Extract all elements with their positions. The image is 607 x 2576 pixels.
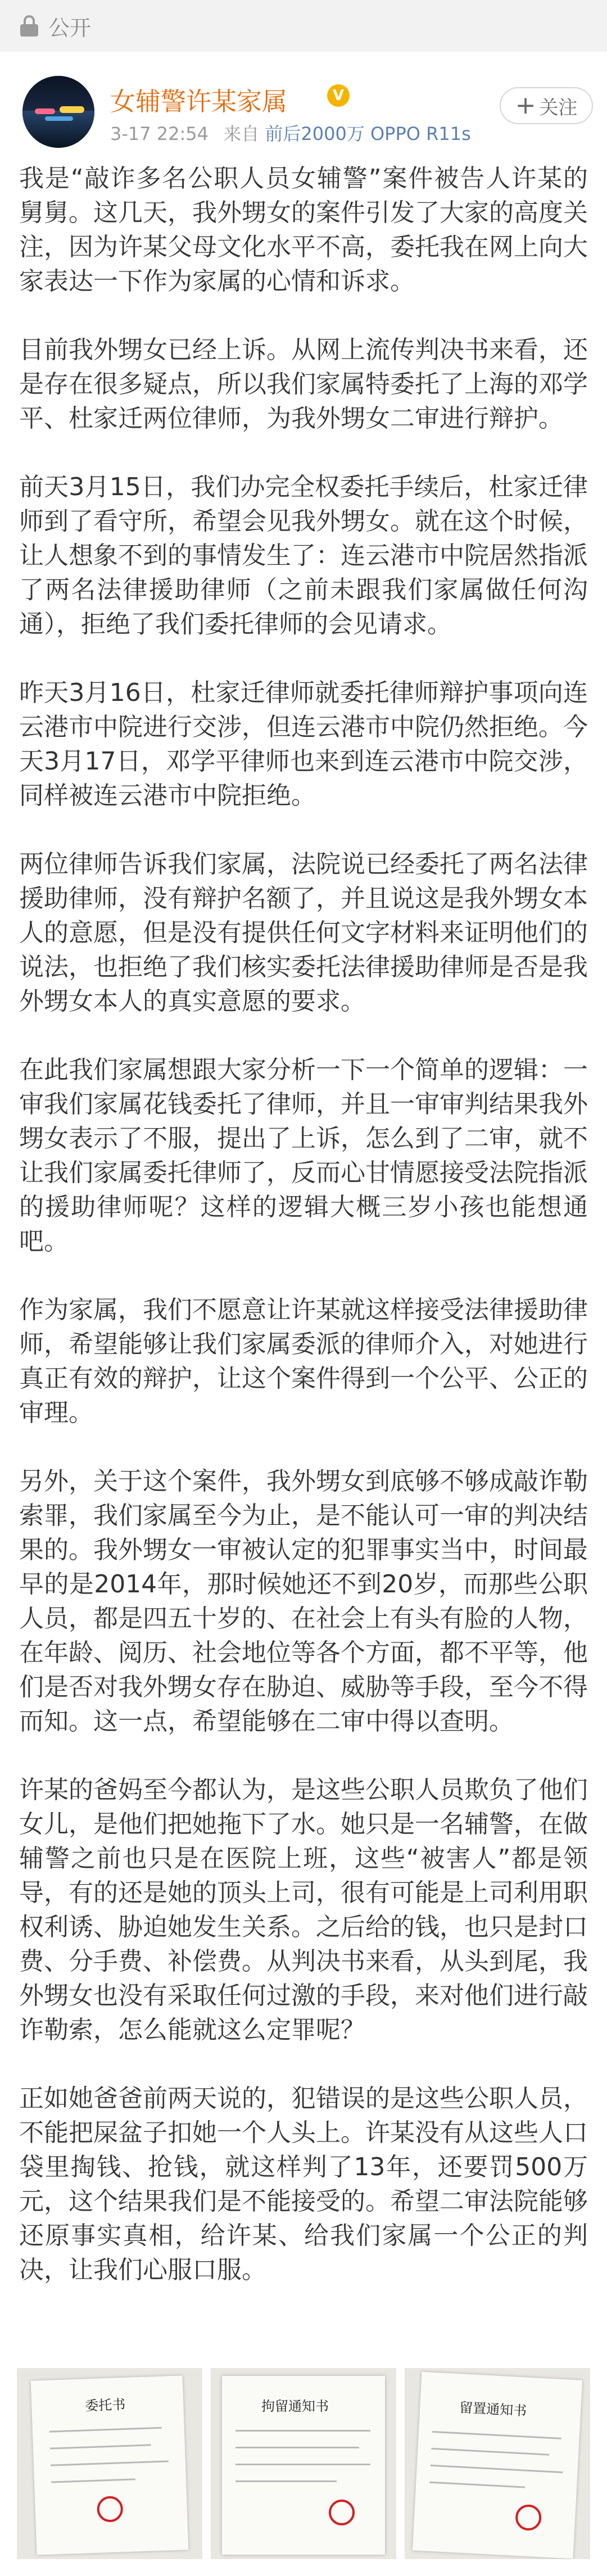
plus-icon: + xyxy=(515,91,536,120)
image-document-2[interactable] xyxy=(211,2368,396,2559)
verified-badge-icon: V xyxy=(327,84,350,107)
lock-icon xyxy=(20,15,38,37)
post-paragraph: 作为家属，我们不愿意让许某就这样接受法律援助律师，希望能够让我们家属委派的律师介入，对她进行真正有效的辩护，让这个案件得到一个公平、公正的审理。 xyxy=(19,1296,588,1427)
visibility-bar xyxy=(0,0,607,52)
post-paragraph: 许某的爸妈至今都认为，是这些公职人员欺负了他们女儿，是他们把她拖下了水。她只是一名辅警，在做辅警之前也只是在医院上班，这些“被害人”都是领导，有的还是她的顶头上司，很有可能是上司利用职权利诱、胁迫她发生关系。之后给的钱，也只是封口费、分手费、补偿费。从判决书来看，从头到尾，我外甥女也没有采取任何过激的手段，来对他们进行敲诈勒索，怎么能就这么定罪呢？ xyxy=(19,1776,588,2044)
post-paragraph: 前天3月15日，我们办完全权委托手续后，杜家迁律师到了看守所，希望会见我外甥女。就在这个时候，让人想象不到的事情发生了：连云港市中院居然指派了两名法律援助律师（之前未跟我们家属做任何沟通），拒绝了我们委托律师的会见请求。 xyxy=(19,473,588,639)
visibility-label: 公开 xyxy=(48,15,92,40)
image-document-1[interactable] xyxy=(17,2368,202,2559)
post-paragraph: 另外，关于这个案件，我外甥女到底够不够成敲诈勒索罪，我们家属至今为止，是不能认可一审的判决结果的。我外甥女一审被认定的犯罪事实当中，时间最早的是2014年，那时候她还不到20岁，而那些公职人员，都是四五十岁的、在社会上有头有脸的人物，在年龄、阅历、社会地位等各个方面，都不平等，他们是否对我外甥女存在胁迫、威胁等手段，至今不得而知。这一点，希望能够在二审中得以查明。 xyxy=(19,1467,588,1736)
post-meta xyxy=(110,120,471,146)
image-document-3[interactable] xyxy=(405,2368,590,2559)
author-name[interactable]: 女辅警许某家属 xyxy=(110,87,288,116)
post-paragraph: 目前我外甥女已经上诉。从网上流传判决书来看，还是存在很多疑点，所以我们家属特委托了上海的邓学平、杜家迁两位律师，为我外甥女二审进行辩护。 xyxy=(19,336,588,433)
document-title: 委托书 xyxy=(84,2396,126,2414)
follow-label: 关注 xyxy=(539,96,578,119)
document-title: 拘留通知书 xyxy=(261,2398,329,2414)
avatar[interactable] xyxy=(22,76,94,148)
post-paragraph: 我是“敲诈多名公职人员女辅警”案件被告人许某的舅舅。这几天，我外甥女的案件引发了大家的高度关注，因为许某父母文化水平不高，委托我在网上向大家表达一下作为家属的心情和诉求。 xyxy=(19,164,588,296)
post-paragraph: 在此我们家属想跟大家分析一下一个简单的逻辑：一审我们家属花钱委托了律师，并且一审审判结果我外甥女表示了不服，提出了上诉，怎么到了二审，就不让我们家属委托律师了，反而心甘情愿接受法院指派的援助律师呢？这样的逻辑大概三岁小孩也能想通吧。 xyxy=(19,1056,588,1256)
post-header xyxy=(0,52,607,161)
device-link[interactable]: 前后2000万 OPPO R11s xyxy=(265,123,471,144)
document-title: 留置通知书 xyxy=(459,2400,527,2419)
post-paragraph: 正如她爸爸前两天说的，犯错误的是这些公职人员，不能把屎盆子扣她一个人头上。许某没有从这些人口袋里掏钱、抢钱，就这样判了13年，还要罚500万元，这个结果我们是不能接受的。希望二审法院能够还原事实真相，给许某、给我们家属一个公正的判决，让我们心服口服。 xyxy=(19,2084,588,2284)
post-body xyxy=(19,161,588,2321)
image-gallery xyxy=(17,2368,590,2559)
source-prefix: 来自 xyxy=(223,123,260,144)
post-timestamp: 3-17 22:54 xyxy=(110,123,209,144)
follow-button[interactable] xyxy=(500,87,593,124)
post-paragraph: 两位律师告诉我们家属，法院说已经委托了两名法律援助律师，没有辩护名额了，并且说这是我外甥女本人的意愿，但是没有提供任何文字材料来证明他们的说法，也拒绝了我们核实委托法律援助律师是否是我外甥女本人的真实意愿的要求。 xyxy=(19,850,588,1016)
post-paragraph: 昨天3月16日，杜家迁律师就委托律师辩护事项向连云港市中院进行交涉，但连云港市中院仍然拒绝。今天3月17日，邓学平律师也来到连云港市中院交涉，同样被连云港市中院拒绝。 xyxy=(19,678,588,810)
